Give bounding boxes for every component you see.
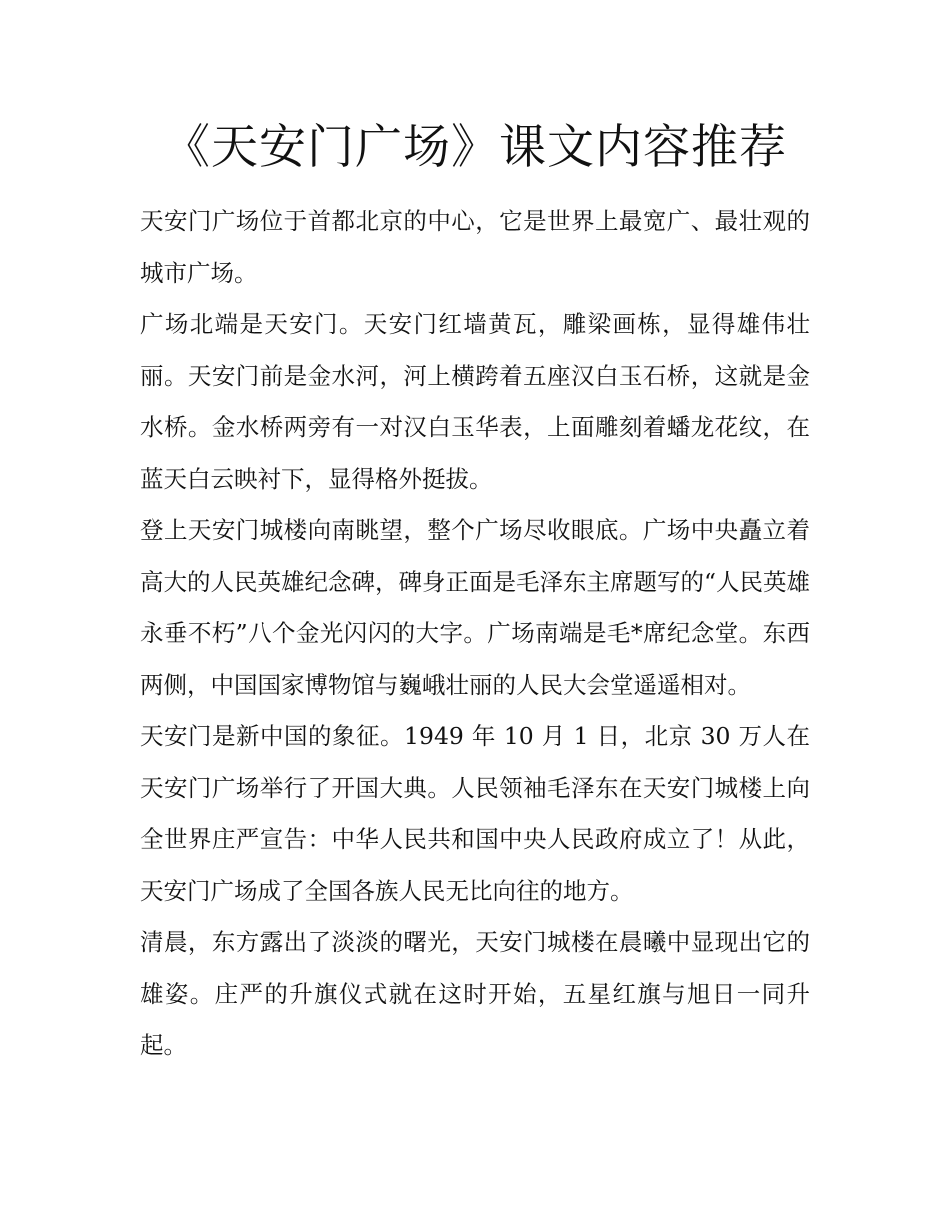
document-body	[140, 196, 810, 1072]
paragraph-location: 天安门广场位于首都北京的中心，它是世界上最宽广、最壮观的城市广场。	[140, 207, 810, 287]
paragraph-founding-ceremony: 天安门是新中国的象征。1949 年 10 月 1 日，北京 30 万人在天安门广场举行了开国大典。人民领袖毛泽东在天安门城楼上向全世界庄严宣告：中华人民共和国中央人民政府成立了！从此，天安门广场成了全国各族人民无比向往的地方。	[140, 722, 810, 905]
document-title: 《天安门广场》课文内容推荐	[163, 120, 787, 175]
paragraph-flag-raising: 清晨，东方露出了淡淡的曙光，天安门城楼在晨曦中显现出它的雄姿。庄严的升旗仪式就在这时开始，五星红旗与旭日一同升起。	[140, 928, 810, 1059]
paragraph-north-gate: 广场北端是天安门。天安门红墙黄瓦，雕梁画栋，显得雄伟壮丽。天安门前是金水河，河上横跨着五座汉白玉石桥，这就是金水桥。金水桥两旁有一对汉白玉华表，上面雕刻着蟠龙花纹，在蓝天白云映衬下，显得格外挺拔。	[140, 310, 810, 493]
paragraph-south-view: 登上天安门城楼向南眺望，整个广场尽收眼底。广场中央矗立着高大的人民英雄纪念碑，碑身正面是毛泽东主席题写的“人民英雄永垂不朽”八个金光闪闪的大字。广场南端是毛*席纪念堂。东西两侧，中国国家博物馆与巍峨壮丽的人民大会堂遥遥相对。	[140, 516, 811, 699]
